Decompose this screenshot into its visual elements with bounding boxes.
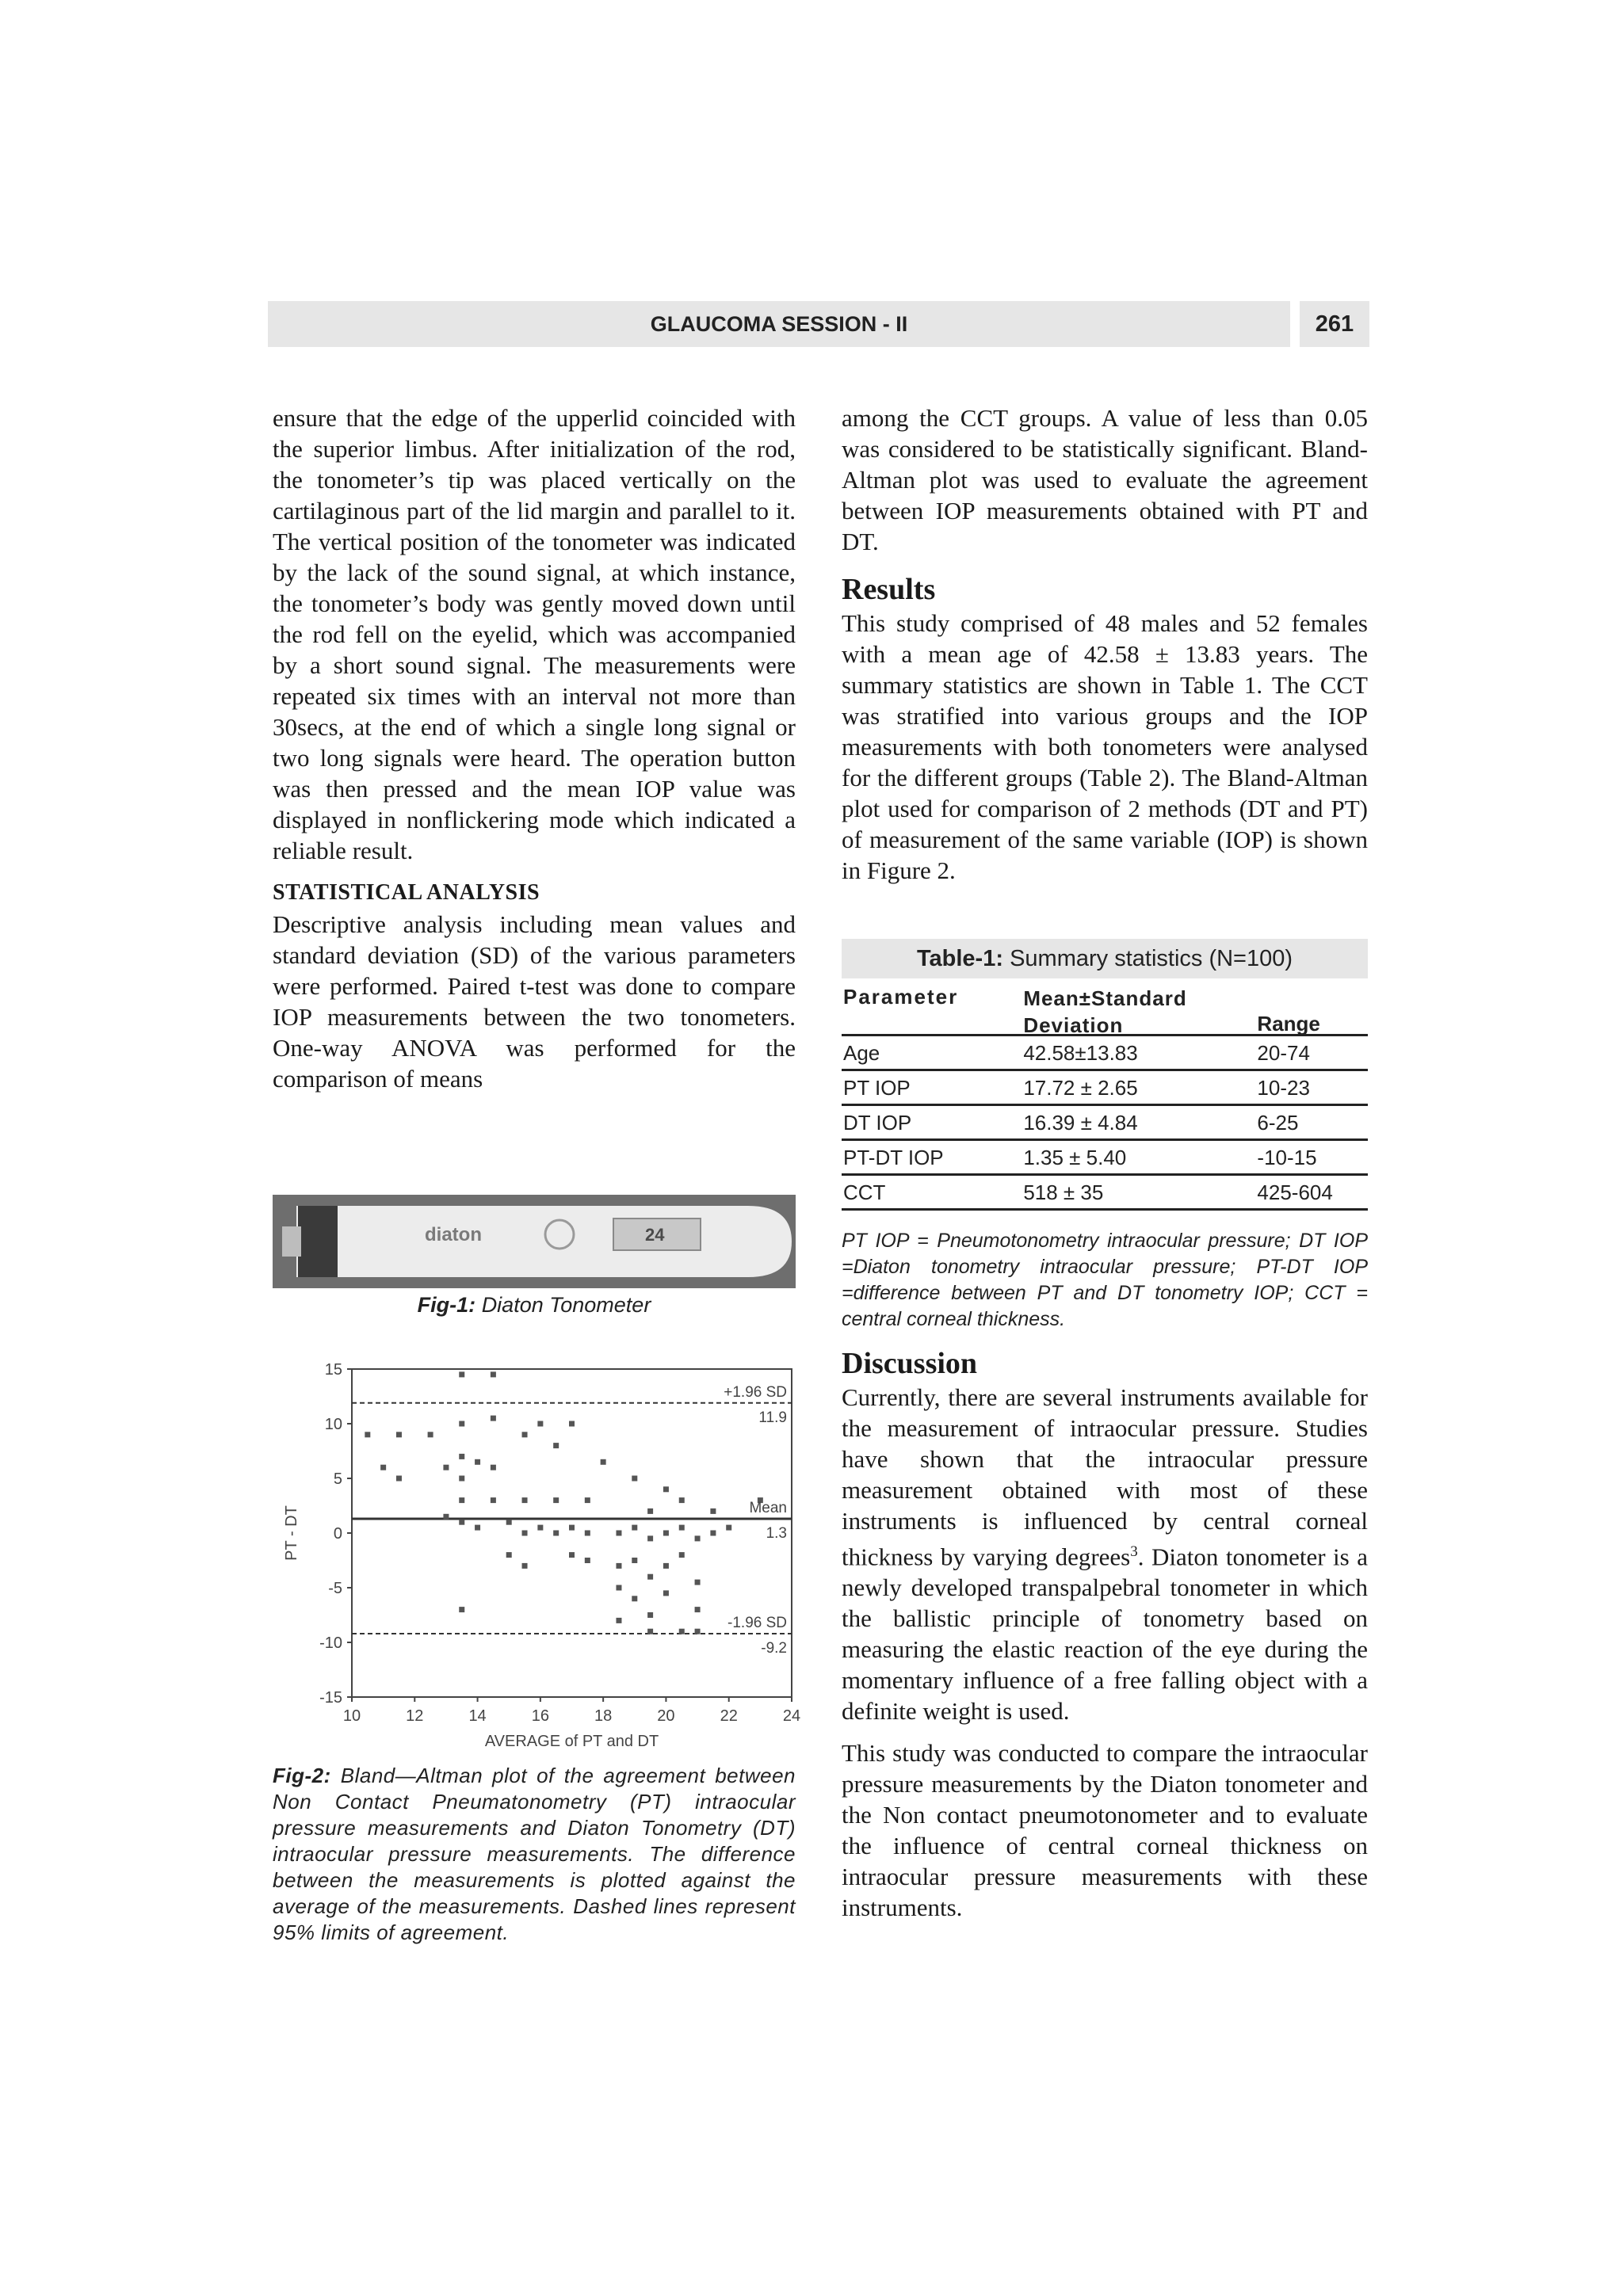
data-point xyxy=(695,1607,701,1612)
x-axis-label: AVERAGE of PT and DT xyxy=(484,1733,659,1750)
data-point xyxy=(522,1497,528,1503)
x-tick-label: 14 xyxy=(468,1707,487,1725)
y-tick-label: 0 xyxy=(333,1525,342,1543)
data-point xyxy=(647,1535,653,1541)
right-paragraph-3-part1: Currently, there are several instruments available for the measurement of intraocular pressure. Studies have shown that the intraocular pressure measurement obtained with most of these instruments is influenced by central corneal thickness by varying degrees xyxy=(842,1383,1368,1571)
cell-parameter: PT IOP xyxy=(843,1076,911,1100)
data-point xyxy=(553,1497,559,1503)
right-column-top xyxy=(842,402,1368,886)
data-point xyxy=(506,1520,512,1525)
reference-line-name: +1.96 SD xyxy=(724,1383,787,1401)
data-point xyxy=(616,1618,621,1623)
header-mean-line2: Deviation xyxy=(1023,1013,1124,1037)
cell-mean-sd: 518 ± 35 xyxy=(1023,1180,1104,1204)
left-paragraph-1: ensure that the edge of the upperlid coincided with the superior limbus. After initialization of the rod, the tonometer’s tip was placed vertically on the cartilaginous part of the lid margin and parallel to it. The vertical position of the tonometer was indicated by the lack of the sound signal, at which instance, the tonometer’s body was gently moved down until the rod fell on the eyelid, which was accompanied by a short sound signal. The measurements were repeated six times with an interval not more than 30secs, at the end of which a single long signal or two long signals were heard. The operation button was then pressed and the mean IOP value was displayed in nonflickering mode which indicated a reliable result. xyxy=(273,404,796,864)
data-point xyxy=(616,1563,621,1569)
data-point xyxy=(710,1508,716,1514)
fig2-caption xyxy=(273,1763,796,1946)
data-point xyxy=(632,1476,637,1482)
data-point xyxy=(459,1421,464,1427)
data-point xyxy=(569,1552,575,1558)
data-point xyxy=(569,1525,575,1531)
cell-parameter: PT-DT IOP xyxy=(843,1146,944,1169)
header-range: Range xyxy=(1257,1012,1320,1035)
data-point xyxy=(537,1525,543,1531)
reference-line-name: Mean xyxy=(749,1500,787,1517)
tonometer-screen-value: 24 xyxy=(645,1225,665,1245)
results-heading: Results xyxy=(842,573,936,606)
data-point xyxy=(459,1476,464,1482)
citation-superscript: 3 xyxy=(1130,1543,1138,1560)
table-row xyxy=(842,1071,1368,1106)
y-tick-label: -5 xyxy=(328,1580,342,1597)
reference-line-value: 1.3 xyxy=(766,1525,787,1543)
header-mean-sd xyxy=(1023,978,1257,1037)
data-point xyxy=(663,1531,669,1536)
data-point xyxy=(726,1525,731,1531)
data-point xyxy=(663,1590,669,1596)
reference-line-name: -1.96 SD xyxy=(727,1614,787,1631)
x-tick-label: 12 xyxy=(406,1707,424,1725)
x-tick-label: 10 xyxy=(342,1707,361,1725)
fig1-caption-text: Diaton Tonometer xyxy=(481,1293,651,1317)
data-point xyxy=(459,1454,464,1459)
data-point xyxy=(459,1497,464,1503)
data-point xyxy=(585,1558,590,1563)
data-point xyxy=(695,1535,701,1541)
tonometer-tip xyxy=(298,1206,338,1277)
data-point xyxy=(585,1497,590,1503)
fig1-caption xyxy=(273,1293,796,1318)
table-1-caption-text: Summary statistics (N=100) xyxy=(1010,946,1293,971)
data-point xyxy=(632,1525,637,1531)
data-point xyxy=(396,1432,402,1437)
data-point xyxy=(459,1371,464,1377)
cell-parameter: CCT xyxy=(843,1180,886,1204)
right-paragraph-3-part2: . Diaton tonometer is a newly developed transpalpebral tonometer in which the ballistic principle of tonometry based on measuring the elastic reaction of the eye during the momentary influence of a free falling object with a definite weight is used. xyxy=(842,1543,1368,1726)
data-point xyxy=(506,1552,512,1558)
data-point xyxy=(491,1416,496,1421)
table-1-footnote: PT IOP = Pneumotonometry intraocular pressure; DT IOP =Diaton tonometry intraocular pressure; PT-DT IOP =difference between PT and DT tonometry IOP; CCT = central corneal thickness. xyxy=(842,1230,1368,1330)
running-header-title: GLAUCOMA SESSION - II xyxy=(650,312,908,336)
data-point xyxy=(475,1459,480,1465)
data-point xyxy=(647,1612,653,1618)
data-point xyxy=(647,1508,653,1514)
table-1-caption-label: Table-1: xyxy=(916,946,1004,971)
cell-range: 6-25 xyxy=(1257,1111,1299,1135)
table-row xyxy=(842,1106,1368,1141)
y-tick-label: -15 xyxy=(319,1689,342,1707)
header-mean-line1: Mean±Standard xyxy=(1023,986,1187,1010)
data-point xyxy=(663,1486,669,1492)
cell-range: 425-604 xyxy=(1257,1180,1333,1204)
plot-area xyxy=(352,1369,792,1697)
fig2-caption-text: Bland—Altman plot of the agreement between Non Contact Pneumatonometry (PT) intraocular pressure measurements and Diaton Tonometry (DT) intraocular pressure measurements. The difference between the measurements is plotted against the average of the measurements. Dashed lines represent 95% limits of agreement. xyxy=(273,1764,796,1944)
left-column xyxy=(273,402,796,1094)
data-point xyxy=(616,1585,621,1591)
fig1-tonometer-image xyxy=(273,1195,796,1288)
page-number: 261 xyxy=(1300,301,1369,347)
data-point xyxy=(679,1497,685,1503)
data-point xyxy=(491,1465,496,1470)
y-tick-label: 5 xyxy=(333,1470,342,1488)
data-point xyxy=(585,1531,590,1536)
cell-mean-sd: 1.35 ± 5.40 xyxy=(1023,1146,1127,1169)
right-column-bottom xyxy=(842,1345,1368,1923)
data-point xyxy=(710,1531,716,1536)
data-point xyxy=(632,1596,637,1601)
data-point xyxy=(428,1432,433,1437)
cell-parameter: DT IOP xyxy=(843,1111,912,1135)
data-point xyxy=(601,1459,606,1465)
right-paragraph-3 xyxy=(842,1382,1368,1726)
data-point xyxy=(695,1629,701,1634)
data-point xyxy=(679,1525,685,1531)
x-tick-label: 22 xyxy=(720,1707,738,1725)
cell-parameter: Age xyxy=(843,1041,880,1065)
data-point xyxy=(569,1421,575,1427)
table-1-header-row xyxy=(842,978,1368,1036)
header-parameter: Parameter xyxy=(843,985,959,1009)
data-point xyxy=(695,1580,701,1585)
fig1-caption-label: Fig-1: xyxy=(417,1293,476,1317)
x-tick-label: 20 xyxy=(657,1707,675,1725)
fig2-caption-label: Fig-2: xyxy=(273,1764,331,1787)
table-1 xyxy=(842,939,1368,1211)
data-point xyxy=(459,1607,464,1612)
data-point xyxy=(443,1514,449,1520)
table-row xyxy=(842,1036,1368,1071)
right-paragraph-1: among the CCT groups. A value of less than 0.05 was considered to be statistically significant. Bland-Altman plot was used to evaluate the agreement between IOP measurements obtained with PT and DT. xyxy=(842,404,1368,555)
data-point xyxy=(522,1563,528,1569)
data-point xyxy=(647,1574,653,1580)
cell-range: 10-23 xyxy=(1257,1076,1310,1100)
cell-mean-sd: 17.72 ± 2.65 xyxy=(1023,1076,1138,1100)
data-point xyxy=(491,1371,496,1377)
data-point xyxy=(647,1629,653,1634)
y-axis-label: PT - DT xyxy=(283,1505,300,1561)
data-point xyxy=(396,1476,402,1482)
cell-range: -10-15 xyxy=(1257,1146,1317,1169)
reference-line-value: -9.2 xyxy=(761,1639,787,1657)
data-point xyxy=(679,1629,685,1634)
data-point xyxy=(632,1558,637,1563)
tonometer-brand-label: diaton xyxy=(425,1224,482,1245)
discussion-heading: Discussion xyxy=(842,1347,978,1380)
data-point xyxy=(616,1531,621,1536)
data-point xyxy=(522,1432,528,1437)
data-point xyxy=(459,1520,464,1525)
fig2-bland-altman-plot xyxy=(273,1347,801,1751)
data-point xyxy=(365,1432,370,1437)
table-row xyxy=(842,1176,1368,1211)
reference-line-value: 11.9 xyxy=(758,1409,787,1426)
data-point xyxy=(443,1465,449,1470)
cell-range: 20-74 xyxy=(1257,1041,1310,1065)
table-row xyxy=(842,1141,1368,1176)
left-paragraph-2: Descriptive analysis including mean values and standard deviation (SD) of the various parameters were performed. Paired t-test was done to compare IOP measurements between the two tonometers. One-way ANOVA was performed for the comparison of means xyxy=(273,910,796,1093)
data-point xyxy=(522,1531,528,1536)
y-tick-label: 15 xyxy=(324,1361,342,1379)
data-point xyxy=(553,1531,559,1536)
table-1-caption xyxy=(842,939,1368,978)
data-point xyxy=(475,1525,480,1531)
y-tick-label: -10 xyxy=(319,1634,342,1652)
cell-mean-sd: 16.39 ± 4.84 xyxy=(1023,1111,1138,1135)
y-tick-label: 10 xyxy=(324,1416,342,1433)
data-point xyxy=(537,1421,543,1427)
data-point xyxy=(491,1497,496,1503)
right-paragraph-4: This study was conducted to compare the intraocular pressure measurements by the Diaton tonometer and the Non contact pneumotonometer and to evaluate the influence of central corneal thickness on intraocular pressure measurements with these instruments. xyxy=(842,1739,1368,1922)
data-point xyxy=(380,1465,386,1470)
statistical-analysis-heading: STATISTICAL ANALYSIS xyxy=(273,880,540,905)
data-point xyxy=(553,1443,559,1448)
x-tick-label: 16 xyxy=(531,1707,549,1725)
data-point xyxy=(663,1563,669,1569)
data-point xyxy=(679,1552,685,1558)
cell-mean-sd: 42.58±13.83 xyxy=(1023,1041,1138,1065)
x-tick-label: 24 xyxy=(782,1707,801,1725)
x-tick-label: 18 xyxy=(594,1707,613,1725)
right-paragraph-2: This study comprised of 48 males and 52 females with a mean age of 42.58 ± 13.83 years. The summary statistics are shown in Table 1. The CCT was stratified into various groups and the IOP measurements with both tonometers were analysed for the different groups (Table 2). The Bland-Altman plot used for comparison of 2 methods (DT and PT) of measurement of the same variable (IOP) is shown in Figure 2. xyxy=(842,609,1368,884)
